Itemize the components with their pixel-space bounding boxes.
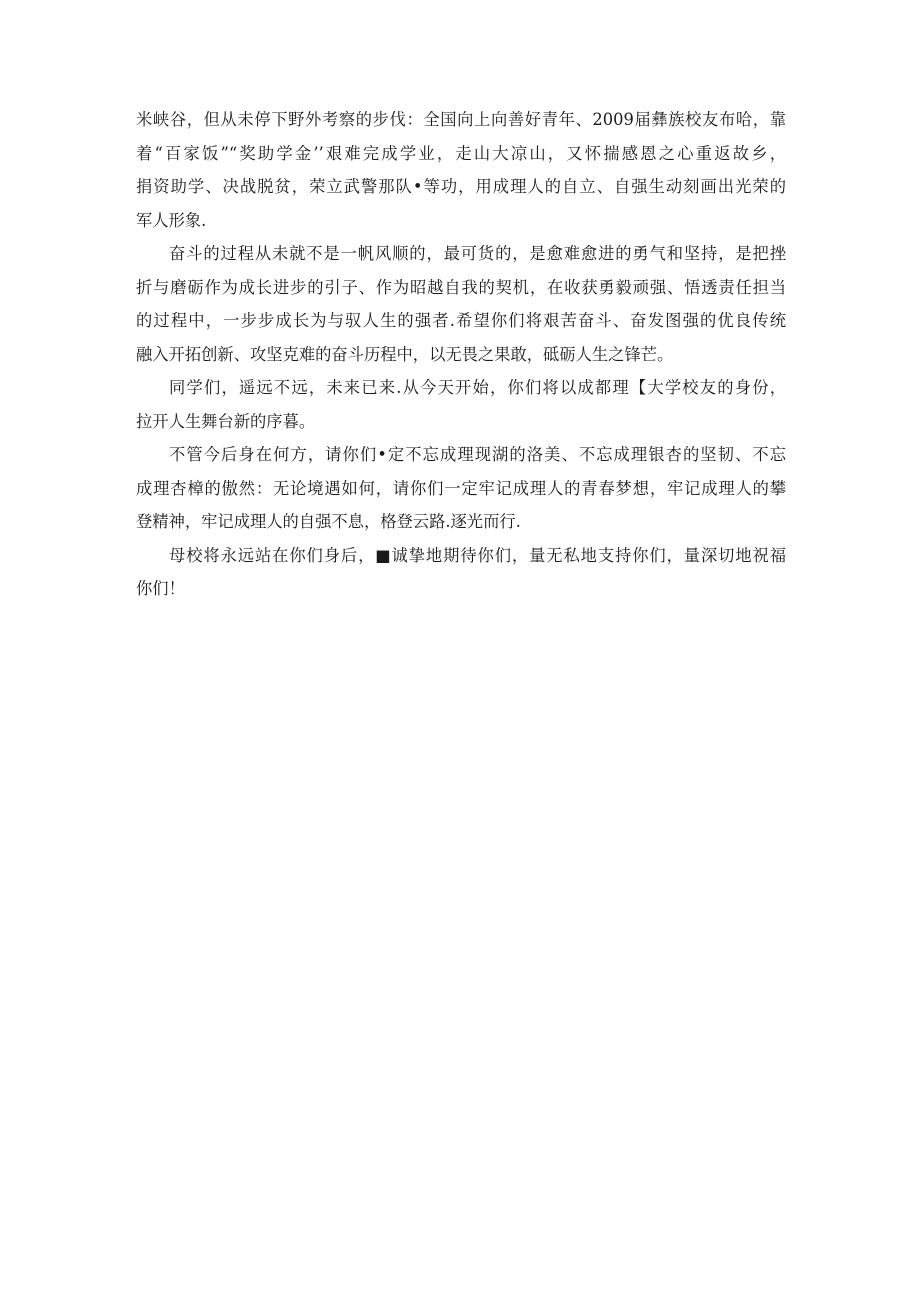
paragraph-3-line-2: 拉开人生舞台新的序暮。 xyxy=(136,411,316,431)
paragraph-5-line-1: 母校将永远站在你们身后，■诚挚地期待你们，量无私地支持你们，量深切地祝福 xyxy=(169,545,786,565)
paragraph-2-line-4: 融入开拓创新、攻坚克难的奋斗历程中，以无畏之果敢，砥砺人生之锋芒。 xyxy=(136,344,674,364)
paragraph-1-line-1: 米峡谷，但从未停下野外考察的步伐：全国向上向善好青年、2009届彝族校友布哈，靠 xyxy=(136,110,786,129)
paragraph-1-line-2: 着“百家饭”“奖助学金’’艰难完成学业，走山大凉山，又怀揣感恩之心重返故乡， xyxy=(136,143,786,163)
document-body xyxy=(136,103,786,606)
paragraph-4-line-2: 成理杏樟的傲然：无论境遇如何，请你们一定牢记成理人的青春梦想，牢记成理人的攀 xyxy=(136,478,786,498)
paragraph-2-line-2: 折与磨砺作为成长进步的引子、作为昭越自我的契机，在收获勇毅顽强、悟透责任担当 xyxy=(136,277,786,297)
paragraph-5-line-2: 你们！ xyxy=(136,579,185,598)
paragraph-2-line-3: 的过程中，一步步成长为与驭人生的强者.希望你们将艰苦奋斗、奋发图强的优良传统 xyxy=(136,311,786,330)
paragraph-4-line-3: 登精神，牢记成理人的自强不息，格登云路.逐光而行. xyxy=(136,512,521,531)
paragraph-1-line-3: 捐资助学、决战脱贫，荣立武警那队•等功，用成理人的自立、自强生动刻画出光荣的 xyxy=(136,177,786,196)
paragraph-4-line-1: 不管今后身在何方，请你们•定不忘成理现湖的洛美、不忘成理银杏的坚韧、不忘 xyxy=(169,445,786,464)
paragraph-3-line-1: 同学们，遥远不远，未来已来.从今天开始，你们将以成都理【大学校友的身份， xyxy=(169,378,786,397)
paragraph-2-line-1: 奋斗的过程从未就不是一帆风顺的，最可货的，是愈难愈进的勇气和坚持，是把挫 xyxy=(169,244,786,263)
paragraph-1-line-4: 军人形象. xyxy=(136,210,207,230)
